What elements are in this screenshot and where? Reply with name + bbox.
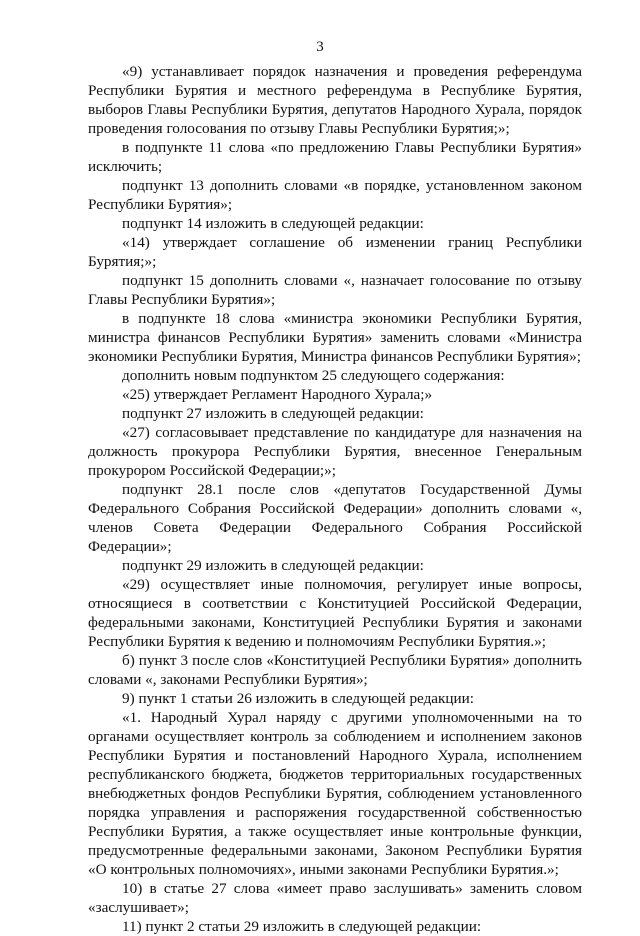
- paragraph: «25) утверждает Регламент Народного Хурала;»: [122, 386, 433, 403]
- paragraph: «9) устанавливает порядок назначения и проведения референдума Республики Бурятия и местного референдума в Республике Бурятия, выборов Главы Республики Бурятия, депутатов Народного Хурала, порядок проведения голосования по отзыву Главы Республики Бурятия;»;: [88, 63, 582, 137]
- paragraph: в подпункте 11 слова «по предложению Главы Республики Бурятия» исключить;: [88, 139, 582, 175]
- paragraph: «29) осуществляет иные полномочия, регулирует иные вопросы, относящиеся в соответствии с Конституцией Российской Федерации, федеральными законами, Конституцией Республики Бурятия и законами Республики Бурятия к ведению и полномочиям Республики Бурятия.»;: [88, 576, 582, 650]
- paragraph: «14) утверждает соглашение об изменении границ Республики Бурятия;»;: [88, 234, 582, 270]
- paragraph: б) пункт 3 после слов «Конституцией Республики Бурятия» дополнить словами «, законами Республики Бурятия»;: [88, 652, 582, 688]
- paragraph: подпункт 14 изложить в следующей редакции:: [122, 215, 424, 232]
- paragraph: «27) согласовывает представление по кандидатуре для назначения на должность прокурора Республики Бурятия, внесенное Генеральным прокурором Российской Федерации;»;: [88, 424, 582, 479]
- paragraph: 10) в статье 27 слова «имеет право заслушивать» заменить словом «заслушивает»;: [88, 880, 582, 916]
- paragraph: «1. Народный Хурал наряду с другими уполномоченными на то органами осуществляет контроль за соблюдением и исполнением законов Республики Бурятия и постановлений Народного Хурала, исполнением республиканского бюджета, бюджетов территориальных государственных внебюджетных фондов Республики Бурятия, соблюдением установленного порядка управления и распоряжения государственной собственностью Республики Бурятия, а также осуществляет иные контрольные функции, предусмотренные федеральными законами, Законом Республики Бурятия «О контрольных полномочиях», иными законами Республики Бурятия.»;: [88, 709, 582, 878]
- paragraph: подпункт 28.1 после слов «депутатов Государственной Думы Федерального Собрания Российской Федерации» дополнить словами «, членов Совета Федерации Федерального Собрания Российской Федерации»;: [88, 481, 582, 555]
- page-number: 3: [316, 39, 324, 55]
- paragraph: подпункт 15 дополнить словами «, назначает голосование по отзыву Главы Республики Бурятия»;: [88, 272, 582, 308]
- paragraph: 11) пункт 2 статьи 29 изложить в следующей редакции:: [122, 918, 482, 935]
- paragraph: подпункт 29 изложить в следующей редакции:: [122, 557, 424, 574]
- paragraph: в подпункте 18 слова «министра экономики Республики Бурятия, министра финансов Республики Бурятия» заменить словами «Министра экономики Республики Бурятия, Министра финансов Республики Бурятия»;: [88, 310, 582, 365]
- paragraph: 9) пункт 1 статьи 26 изложить в следующей редакции:: [122, 690, 475, 707]
- document-body: [88, 62, 582, 936]
- paragraph: дополнить новым подпунктом 25 следующего содержания:: [122, 367, 505, 384]
- paragraph: подпункт 27 изложить в следующей редакции:: [122, 405, 424, 422]
- paragraph: подпункт 13 дополнить словами «в порядке, установленном законом Республики Бурятия»;: [88, 177, 582, 213]
